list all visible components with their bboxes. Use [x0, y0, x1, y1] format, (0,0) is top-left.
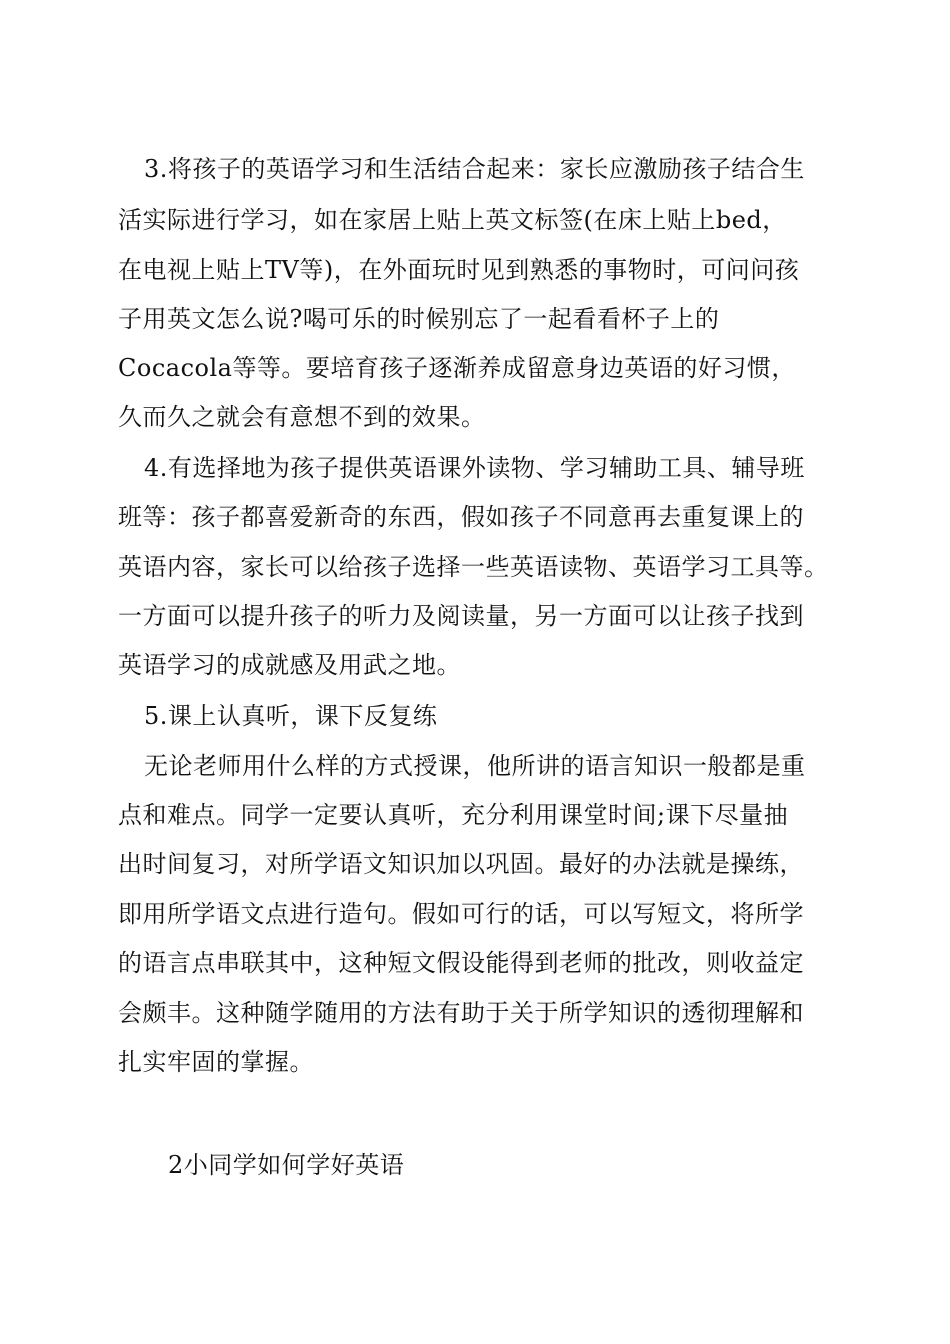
paragraph-3-line-2: 活实际进行学习，如在家居上贴上英文标签(在床上贴上bed，	[118, 206, 787, 234]
paragraph-3-line-5: Cocacola等等。要培育孩子逐渐养成留意身边英语的好习惯，	[118, 354, 796, 382]
paragraph-6-line-2: 点和难点。同学一定要认真听，充分利用课堂时间;课下尽量抽	[118, 801, 789, 829]
paragraph-4-line-5: 英语学习的成就感及用武之地。	[118, 651, 461, 679]
section-heading: 2小同学如何学好英语	[168, 1151, 405, 1179]
paragraph-6-line-6: 会颇丰。这种随学随用的方法有助于关于所学知识的透彻理解和	[118, 999, 804, 1027]
paragraph-3-line-3: 在电视上贴上TV等)，在外面玩时见到熟悉的事物时，可问问孩	[118, 256, 800, 284]
paragraph-3-line-1: 3.将孩子的英语学习和生活结合起来：家长应激励孩子结合生	[144, 155, 805, 183]
paragraph-3-line-6: 久而久之就会有意想不到的效果。	[118, 403, 486, 431]
paragraph-4-line-2: 班等：孩子都喜爱新奇的东西，假如孩子不同意再去重复课上的	[118, 503, 804, 531]
paragraph-4-line-4: 一方面可以提升孩子的听力及阅读量，另一方面可以让孩子找到	[118, 602, 804, 630]
paragraph-6-line-7: 扎实牢固的掌握。	[118, 1048, 314, 1076]
paragraph-3-line-4: 子用英文怎么说?喝可乐的时候别忘了一起看看杯子上的	[118, 305, 720, 333]
paragraph-4-line-1: 4.有选择地为孩子提供英语课外读物、学习辅助工具、辅导班	[144, 454, 805, 482]
paragraph-6-line-3: 出时间复习，对所学语文知识加以巩固。最好的办法就是操练，	[118, 850, 804, 878]
paragraph-6-line-5: 的语言点串联其中，这种短文假设能得到老师的批改，则收益定	[118, 949, 804, 977]
paragraph-6-line-1: 无论老师用什么样的方式授课，他所讲的语言知识一般都是重	[144, 752, 806, 780]
paragraph-4-line-3: 英语内容，家长可以给孩子选择一些英语读物、英语学习工具等。	[118, 553, 829, 581]
paragraph-6-line-4: 即用所学语文点进行造句。假如可行的话，可以写短文，将所学	[118, 900, 804, 928]
paragraph-5-title: 5.课上认真听，课下反复练	[144, 702, 438, 730]
